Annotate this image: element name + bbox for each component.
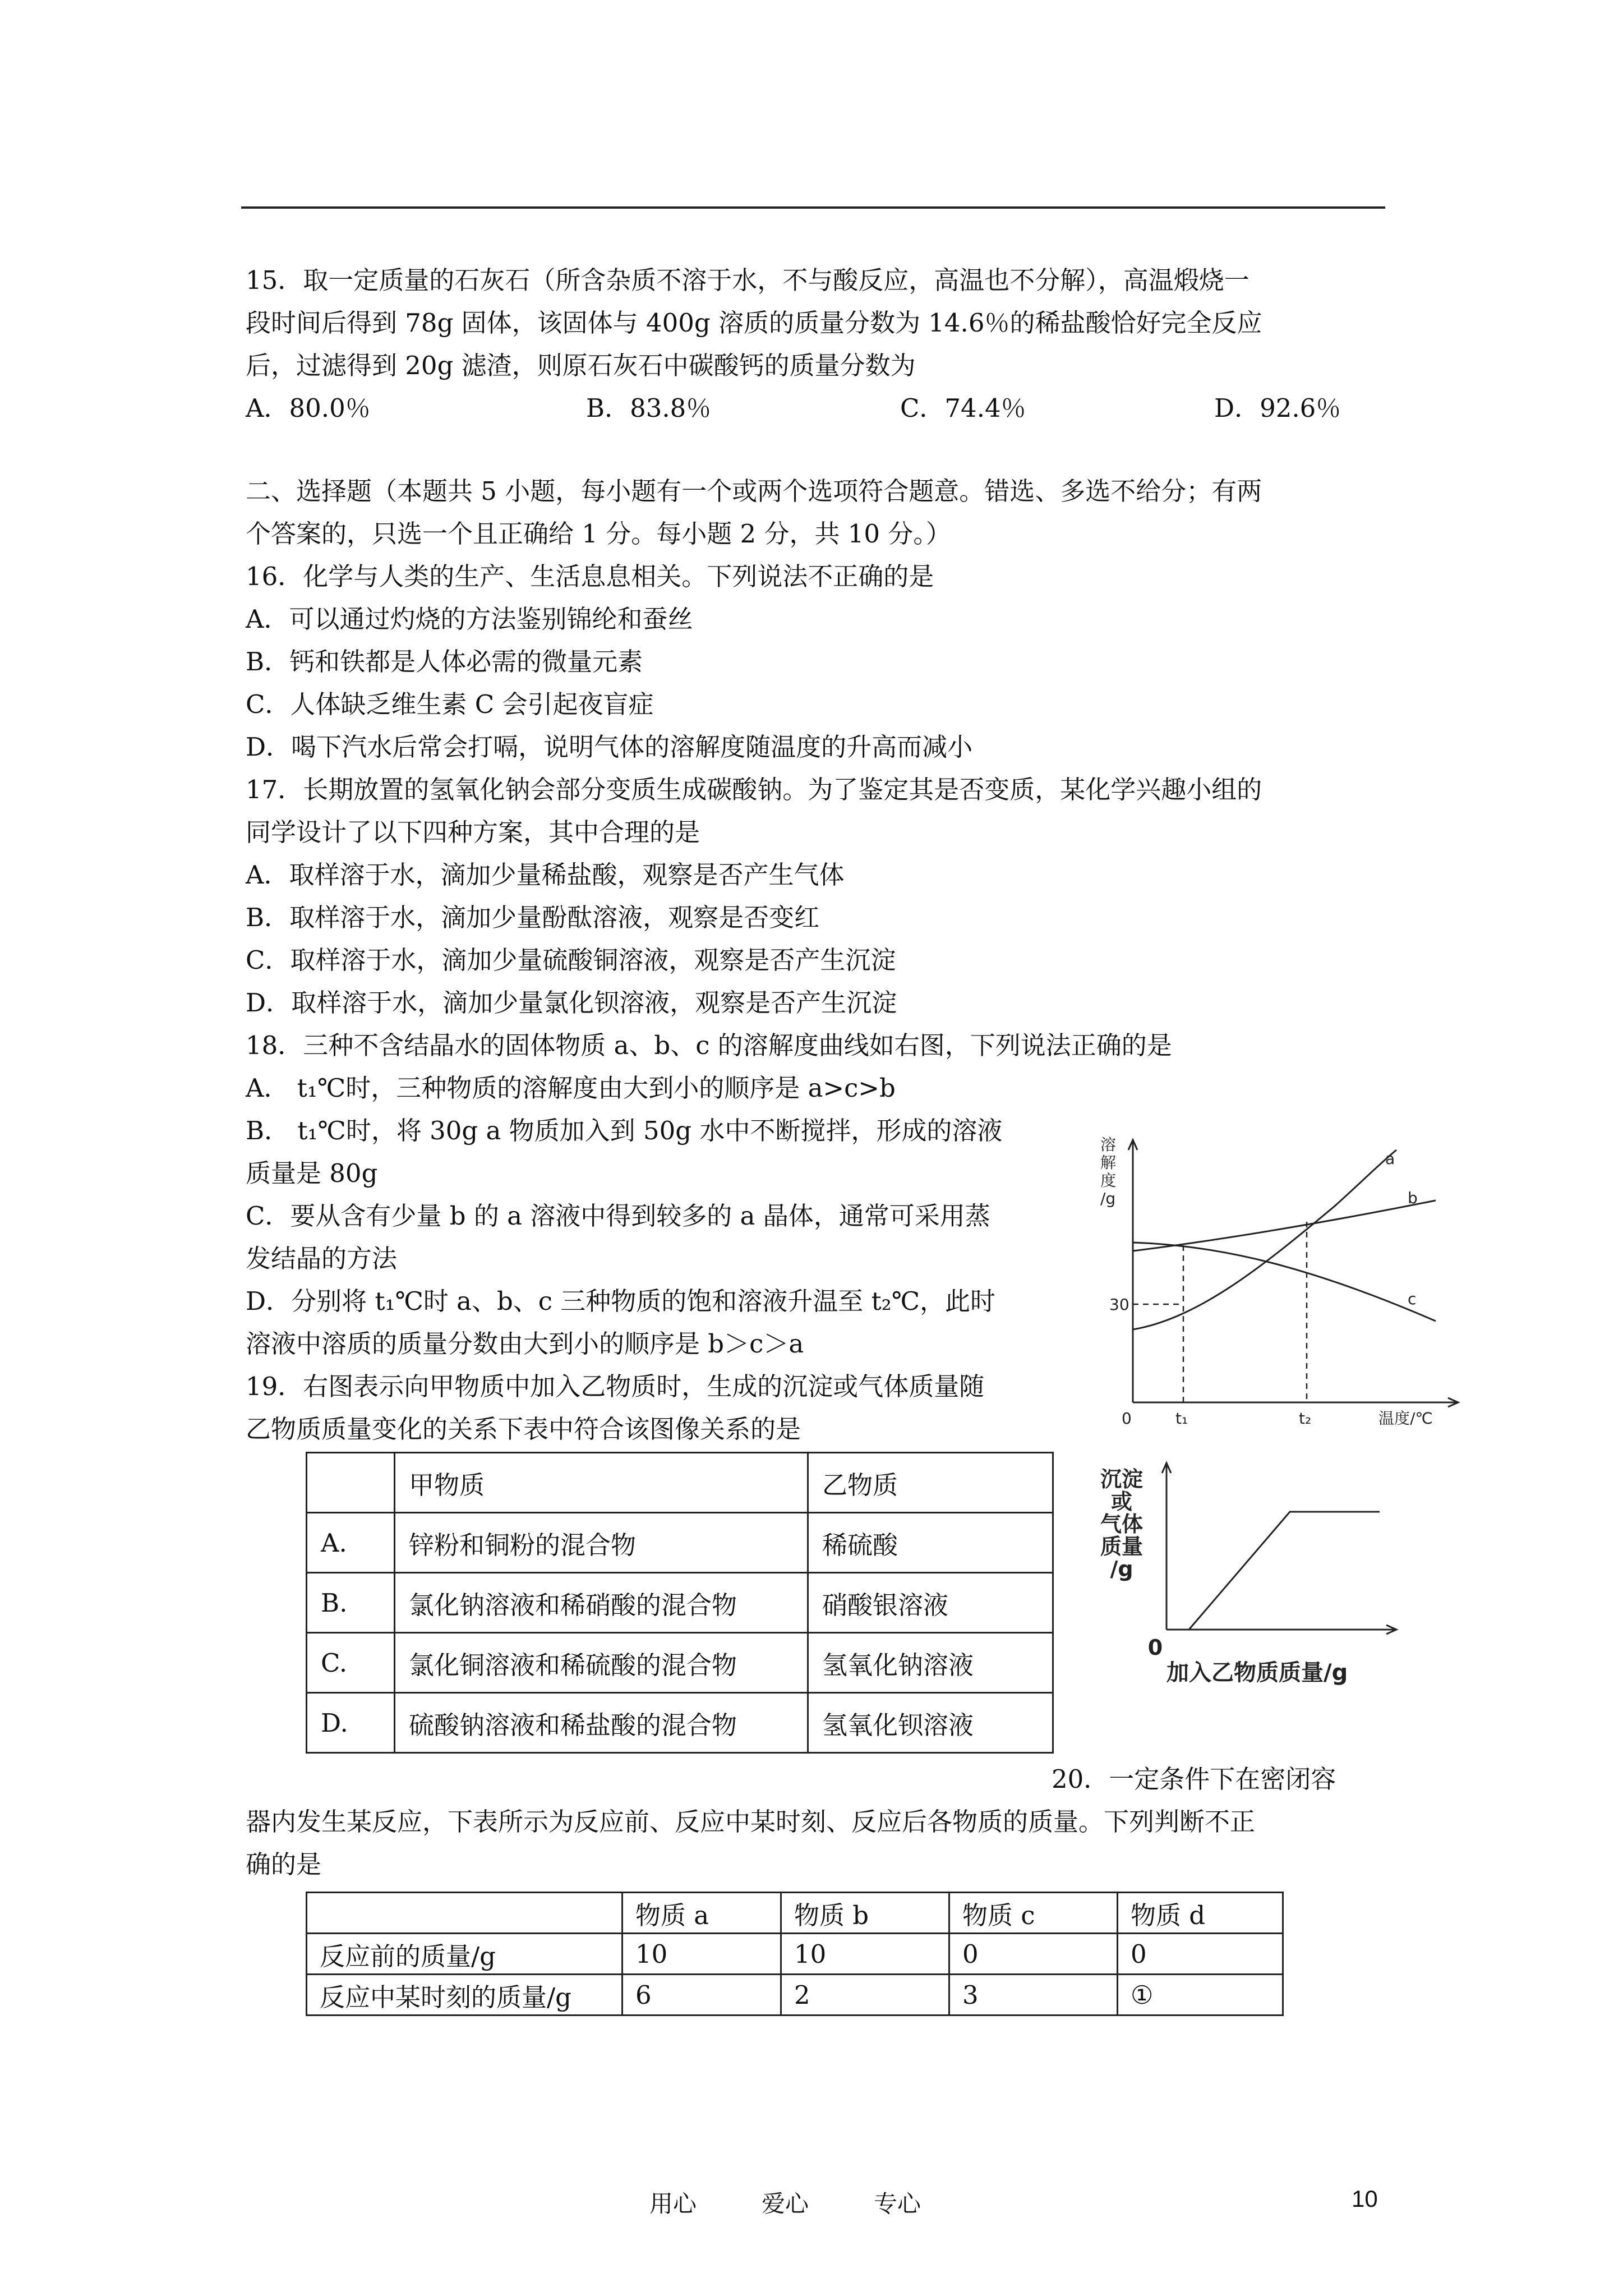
precipitate-ylabel-4: 质量 [1100, 1534, 1144, 1559]
precipitate-graph [1082, 1453, 1419, 1688]
q20-stem-3: 确的是 [246, 1849, 322, 1879]
q16-option-a: A．可以通过灼烧的方法鉴别锦纶和蚕丝 [246, 604, 693, 634]
solubility-ylabel-1: 溶 [1100, 1135, 1117, 1154]
solubility-origin: 0 [1122, 1409, 1132, 1425]
table-cell: B. [307, 1573, 395, 1633]
precipitate-ylabel-2: 或 [1110, 1489, 1133, 1514]
table-cell: 0 [949, 1934, 1118, 1975]
footer-text-1: 用心 [649, 2190, 697, 2217]
solubility-ylabel-3: 度 [1100, 1171, 1117, 1190]
table-cell: D. [307, 1693, 395, 1753]
table-cell: 硫酸钠溶液和稀盐酸的混合物 [395, 1693, 808, 1753]
table-cell: C. [307, 1633, 395, 1693]
table-cell: 甲物质 [395, 1453, 808, 1513]
table-cell: 物质 b [781, 1893, 949, 1934]
solubility-label-c: c [1408, 1290, 1417, 1308]
q20-table [306, 1892, 1284, 2016]
table-header-row [307, 1893, 1283, 1934]
curve-b [1133, 1200, 1436, 1251]
table-cell: 氢氧化钡溶液 [808, 1693, 1053, 1753]
table-cell: 稀硫酸 [808, 1513, 1053, 1573]
q17-stem-2: 同学设计了以下四种方案，其中合理的是 [246, 817, 700, 847]
solubility-tick-30: 30 [1109, 1295, 1129, 1314]
q19-stem-2: 乙物质质量变化的关系下表中符合该图像关系的是 [246, 1414, 801, 1444]
solubility-ylabel-2: 解 [1100, 1153, 1117, 1172]
table-row [307, 1513, 1053, 1573]
table-cell: 锌粉和铜粉的混合物 [395, 1513, 808, 1573]
table-row [307, 1573, 1053, 1633]
precipitate-ylabel-5: /g [1110, 1557, 1133, 1581]
table-cell: 硝酸银溶液 [808, 1573, 1053, 1633]
q17-option-b: B．取样溶于水，滴加少量酚酞溶液，观察是否变红 [246, 903, 820, 932]
q17-option-c: C．取样溶于水，滴加少量硫酸铜溶液，观察是否产生沉淀 [246, 945, 896, 975]
solubility-label-b: b [1408, 1189, 1418, 1207]
header-rule [241, 206, 1385, 209]
q18-option-b-2: 质量是 80g [246, 1158, 378, 1188]
q18-option-d-2: 溶液中溶质的质量分数由大到小的顺序是 b＞c＞a [246, 1329, 804, 1359]
q18-option-c-2: 发结晶的方法 [246, 1244, 398, 1273]
q16-stem: 16．化学与人类的生产、生活息息相关。下列说法不正确的是 [246, 562, 934, 591]
table-cell: A. [307, 1513, 395, 1573]
table-cell: ① [1118, 1975, 1283, 2016]
solubility-graph [1099, 1133, 1469, 1425]
solubility-xlabel: 温度/℃ [1378, 1409, 1433, 1425]
table-cell: 10 [781, 1934, 949, 1975]
table-row [307, 1693, 1053, 1753]
table-cell [307, 1453, 395, 1513]
table-cell: 2 [781, 1975, 949, 2016]
q16-option-d: D．喝下汽水后常会打嗝，说明气体的溶解度随温度的升高而减小 [246, 732, 973, 762]
table-cell: 氢氧化钠溶液 [808, 1633, 1053, 1693]
solubility-tick-t2: t₂ [1299, 1409, 1312, 1425]
q15-line-2: 段时间后得到 78g 固体，该固体与 400g 溶质的质量分数为 14.6％的稀盐酸恰好完全反应 [246, 308, 1262, 338]
table-row [307, 1633, 1053, 1693]
q15-option-d: D．92.6％ [1214, 393, 1341, 423]
table-cell: 反应前的质量/g [307, 1934, 623, 1975]
q15-option-a: A．80.0％ [246, 393, 371, 423]
q20-stem-2: 器内发生某反应，下表所示为反应前、反应中某时刻、反应后各物质的质量。下列判断不正 [246, 1807, 1256, 1837]
table-cell: 物质 d [1118, 1893, 1283, 1934]
q18-option-d-1: D．分别将 t₁℃时 a、b、c 三种物质的饱和溶液升温至 t₂℃，此时 [246, 1286, 996, 1316]
section2-line-1: 二、选择题（本题共 5 小题，每小题有一个或两个选项符合题意。错选、多选不给分；有两 [246, 476, 1262, 506]
table-cell: 氯化钠溶液和稀硝酸的混合物 [395, 1573, 808, 1633]
curve-c [1133, 1243, 1436, 1321]
precipitate-ylabel-3: 气体 [1100, 1512, 1144, 1536]
q20-stem-1: 20．一定条件下在密闭容 [1052, 1764, 1336, 1794]
q17-option-d: D．取样溶于水，滴加少量氯化钡溶液，观察是否产生沉淀 [246, 988, 897, 1018]
q17-option-a: A．取样溶于水，滴加少量稀盐酸，观察是否产生气体 [246, 860, 845, 890]
precipitate-ylabel-1: 沉淀 [1100, 1467, 1144, 1492]
q19-stem-1: 19．右图表示向甲物质中加入乙物质时，生成的沉淀或气体质量随 [246, 1372, 985, 1401]
q18-option-b-1: B． t₁℃时，将 30g a 物质加入到 50g 水中不断搅拌，形成的溶液 [246, 1116, 1003, 1145]
table-cell: 物质 a [623, 1893, 781, 1934]
q15-option-b: B．83.8％ [586, 393, 712, 423]
table-header-row [307, 1453, 1053, 1513]
footer-text-3: 专心 [874, 2190, 921, 2217]
precipitate-xlabel: 加入乙物质质量/g [1166, 1660, 1348, 1686]
table-row [307, 1975, 1283, 2016]
table-cell: 乙物质 [808, 1453, 1053, 1513]
table-cell: 物质 c [949, 1893, 1118, 1934]
precipitate-origin: 0 [1147, 1635, 1163, 1660]
q18-option-a: A． t₁℃时，三种物质的溶解度由大到小的顺序是 a>c>b [246, 1073, 896, 1103]
precipitate-line [1189, 1512, 1380, 1630]
q15-line-3: 后，过滤得到 20g 滤渣，则原石灰石中碳酸钙的质量分数为 [246, 351, 916, 380]
table-cell [307, 1893, 623, 1934]
q18-stem: 18．三种不含结晶水的固体物质 a、b、c 的溶解度曲线如右图，下列说法正确的是 [246, 1030, 1172, 1060]
section2-line-2: 个答案的，只选一个且正确给 1 分。每小题 2 分，共 10 分。） [246, 519, 951, 549]
q15-option-c: C．74.4％ [900, 393, 1026, 423]
page-number: 10 [1352, 2185, 1378, 2212]
q16-option-c: C．人体缺乏维生素 C 会引起夜盲症 [246, 689, 654, 719]
table-cell: 0 [1118, 1934, 1283, 1975]
table-cell: 反应中某时刻的质量/g [307, 1975, 623, 2016]
q16-option-b: B．钙和铁都是人体必需的微量元素 [246, 647, 643, 677]
footer-text-2: 爱心 [762, 2190, 809, 2217]
curve-a [1133, 1150, 1396, 1329]
table-cell: 10 [623, 1934, 781, 1975]
table-cell: 6 [623, 1975, 781, 2016]
q15-line-1: 15．取一定质量的石灰石（所含杂质不溶于水，不与酸反应，高温也不分解），高温煅烧一 [246, 265, 1249, 295]
solubility-tick-t1: t₁ [1175, 1409, 1188, 1425]
table-cell: 氯化铜溶液和稀硫酸的混合物 [395, 1633, 808, 1693]
q17-stem-1: 17．长期放置的氢氧化钠会部分变质生成碳酸钠。为了鉴定其是否变质，某化学兴趣小组的 [246, 775, 1262, 804]
solubility-label-a: a [1385, 1149, 1395, 1168]
table-row [307, 1934, 1283, 1975]
table-cell: 3 [949, 1975, 1118, 2016]
solubility-ylabel-4: /g [1100, 1189, 1116, 1208]
q19-table [306, 1452, 1054, 1754]
q18-option-c-1: C．要从含有少量 b 的 a 溶液中得到较多的 a 晶体，通常可采用蒸 [246, 1201, 990, 1231]
